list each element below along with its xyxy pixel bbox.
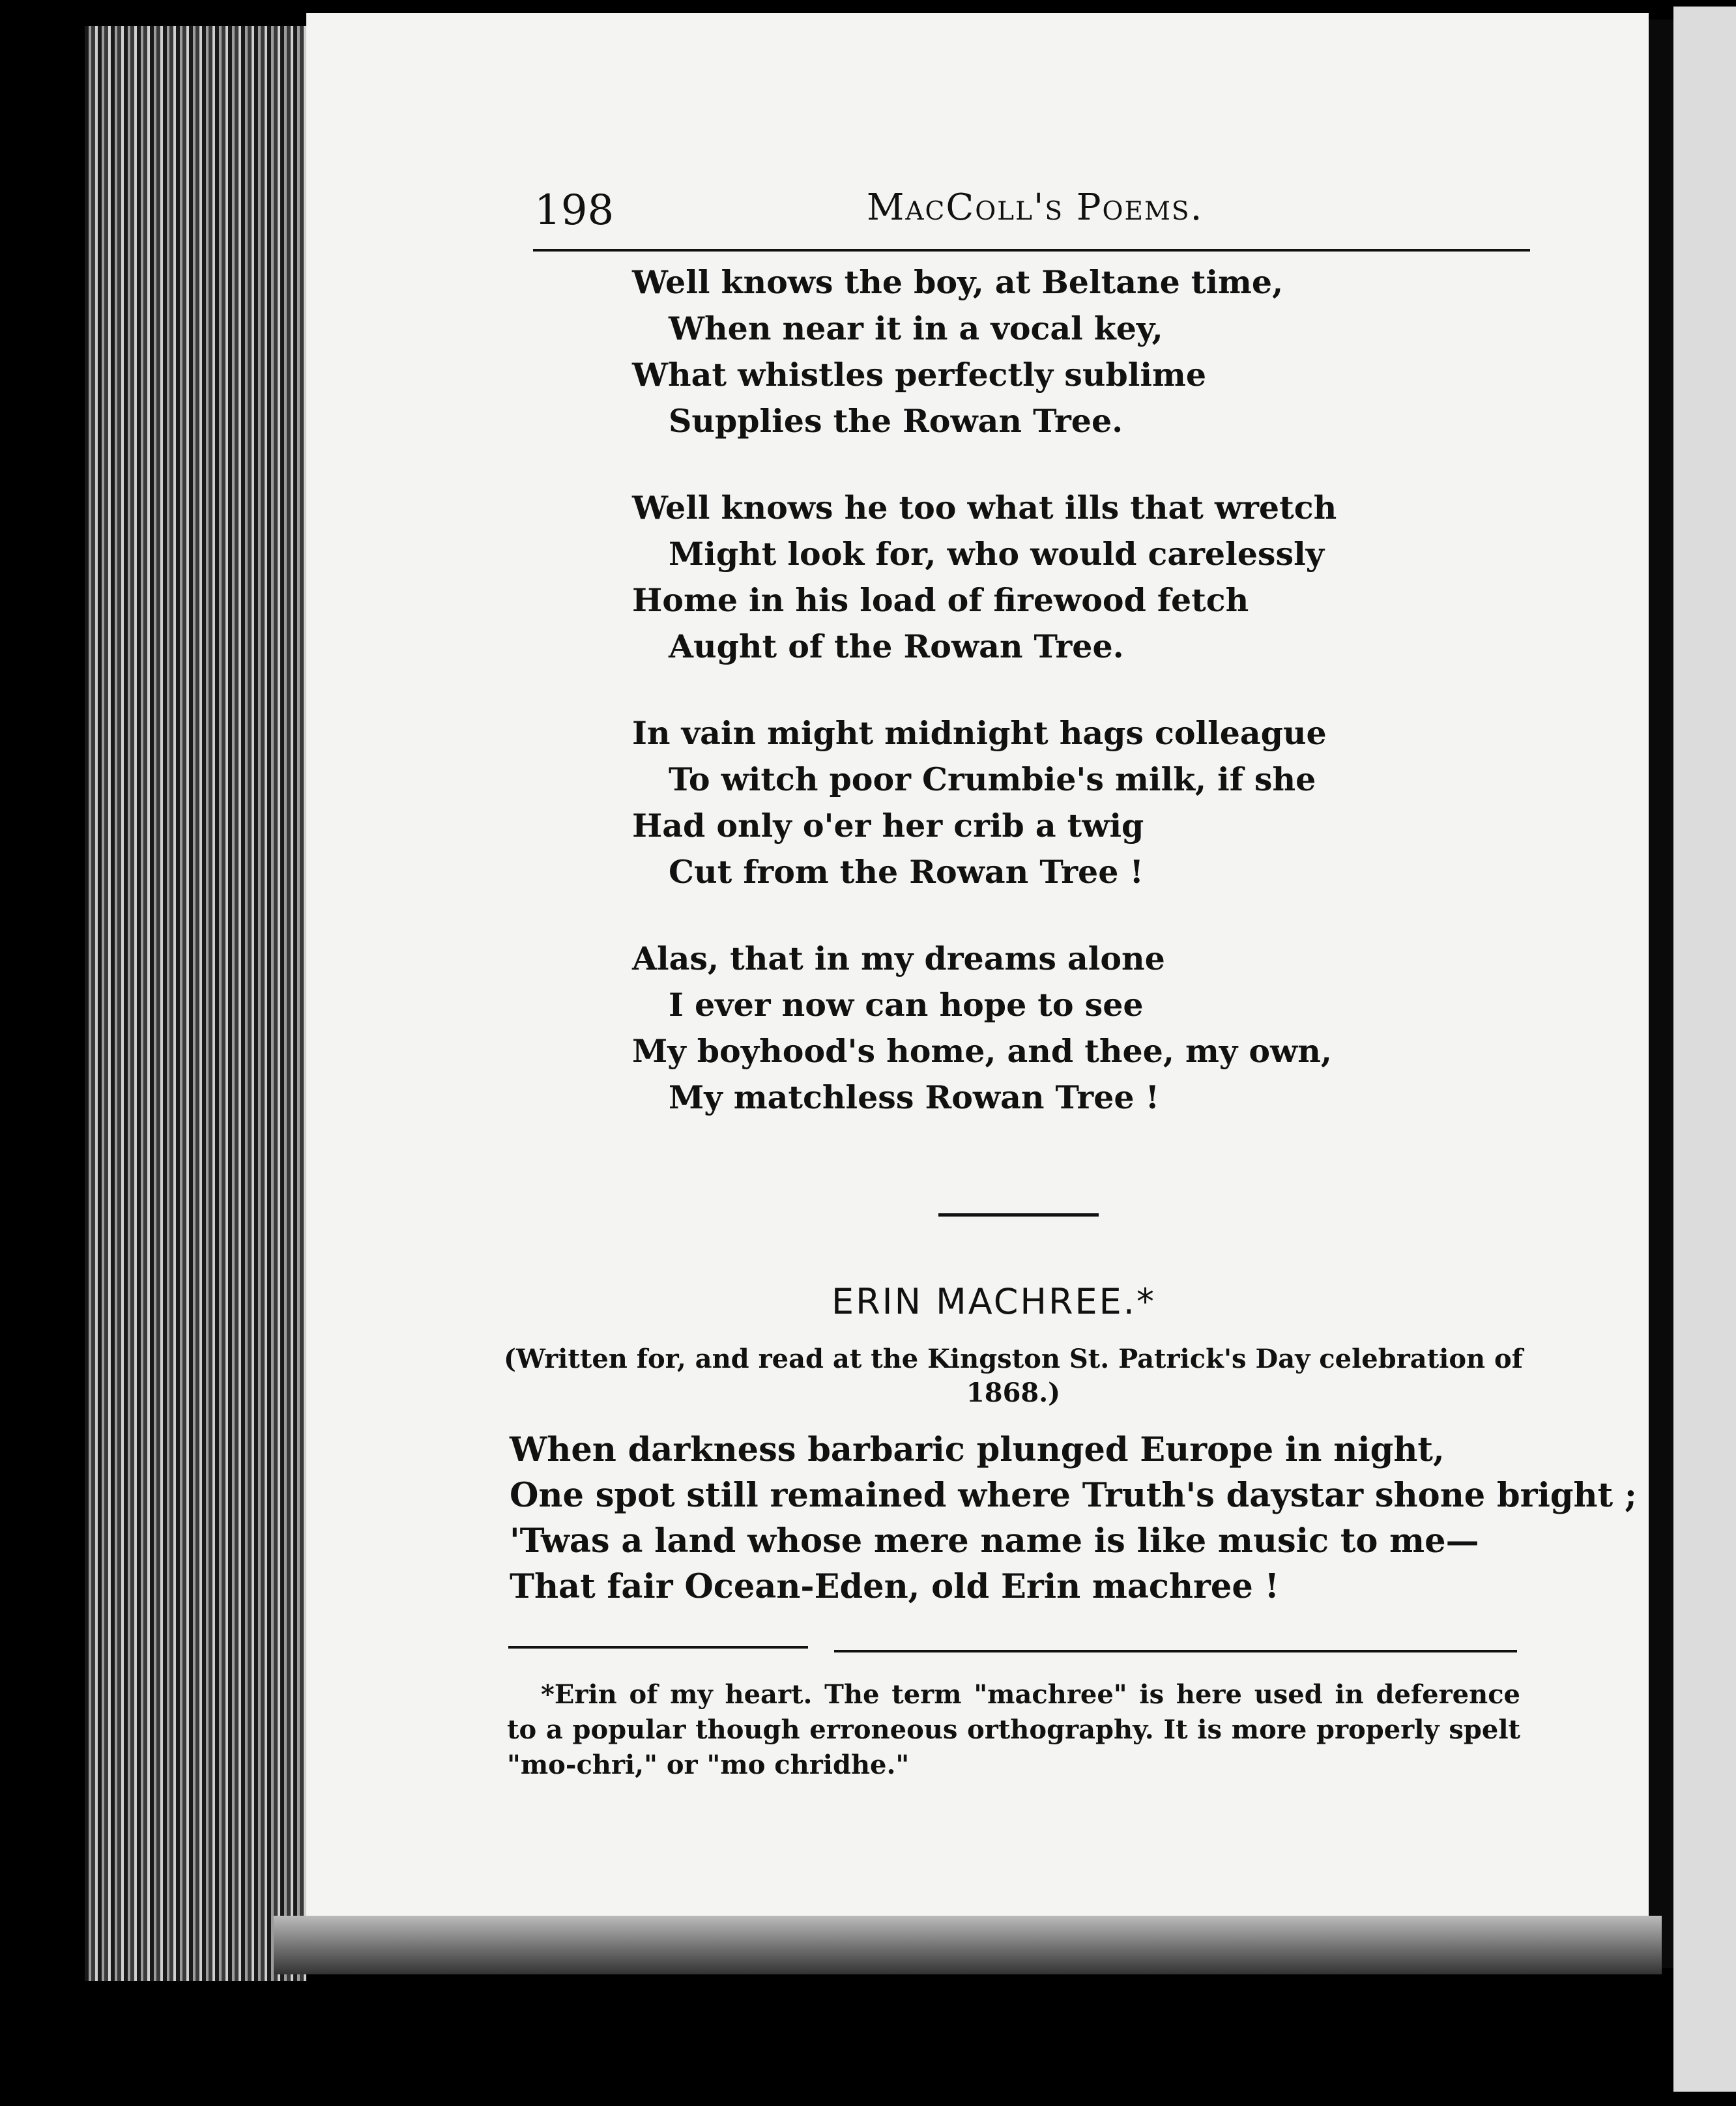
poem-title: ERIN MACHREE.* xyxy=(832,1281,1156,1322)
verse-line: To witch poor Crumbie's milk, if she xyxy=(669,760,1316,798)
page-header xyxy=(534,186,1512,245)
rowan-tree-poem xyxy=(632,259,1447,1161)
section-divider xyxy=(938,1213,1099,1217)
page-edges xyxy=(85,26,306,1981)
verse-line: Well knows the boy, at Beltane time, xyxy=(632,263,1284,301)
verse-line: Cut from the Rowan Tree ! xyxy=(669,853,1144,891)
running-title: MacColl's Poems. xyxy=(867,186,1204,229)
header-rule xyxy=(533,249,1530,252)
erin-machree-stanza xyxy=(510,1427,1637,1609)
verse-line: In vain might midnight hags colleague xyxy=(632,714,1327,752)
footnote-rule xyxy=(834,1650,1517,1652)
facing-page-edge xyxy=(1673,7,1736,2092)
verse-line: Well knows he too what ills that wretch xyxy=(632,489,1337,526)
verse-line: Alas, that in my dreams alone xyxy=(632,940,1165,977)
verse-line: When near it in a vocal key, xyxy=(669,310,1163,347)
verse-line: Supplies the Rowan Tree. xyxy=(669,402,1123,440)
verse-line: Had only o'er her crib a twig xyxy=(632,807,1144,844)
verse-line: One spot still remained where Truth's daystar shone bright ; xyxy=(510,1476,1637,1515)
verse-line: My matchless Rowan Tree ! xyxy=(669,1078,1160,1116)
poem-subtitle: (Written for, and read at the Kingston St. Patrick's Day celebration of 1868.) xyxy=(504,1344,1523,1408)
footnote-rule xyxy=(508,1646,808,1649)
page-bottom-edge xyxy=(274,1916,1662,1974)
verse-line: When darkness barbaric plunged Europe in night, xyxy=(510,1430,1445,1469)
verse-line: Aught of the Rowan Tree. xyxy=(669,627,1124,665)
footnote: *Erin of my heart. The term "machree" is here used in deference to a popular though erroneous orthography. It is more properly spelt "mo-chri," or "mo chridhe." xyxy=(507,1679,1520,1780)
verse-line: My boyhood's home, and thee, my own, xyxy=(632,1032,1332,1070)
verse-line: Home in his load of firewood fetch xyxy=(632,581,1249,619)
verse-line: I ever now can hope to see xyxy=(669,986,1144,1024)
verse-line: What whistles perfectly sublime xyxy=(632,356,1207,394)
stanza xyxy=(632,710,1447,895)
stanza xyxy=(632,259,1447,444)
verse-line: That fair Ocean-Eden, old Erin machree ! xyxy=(510,1567,1279,1606)
book-gutter xyxy=(1649,20,1673,1968)
stanza xyxy=(632,485,1447,670)
verse-line: 'Twas a land whose mere name is like music to me— xyxy=(510,1522,1479,1561)
page-number: 198 xyxy=(534,186,615,235)
verse-line: Might look for, who would carelessly xyxy=(669,535,1325,573)
stanza xyxy=(632,936,1447,1121)
